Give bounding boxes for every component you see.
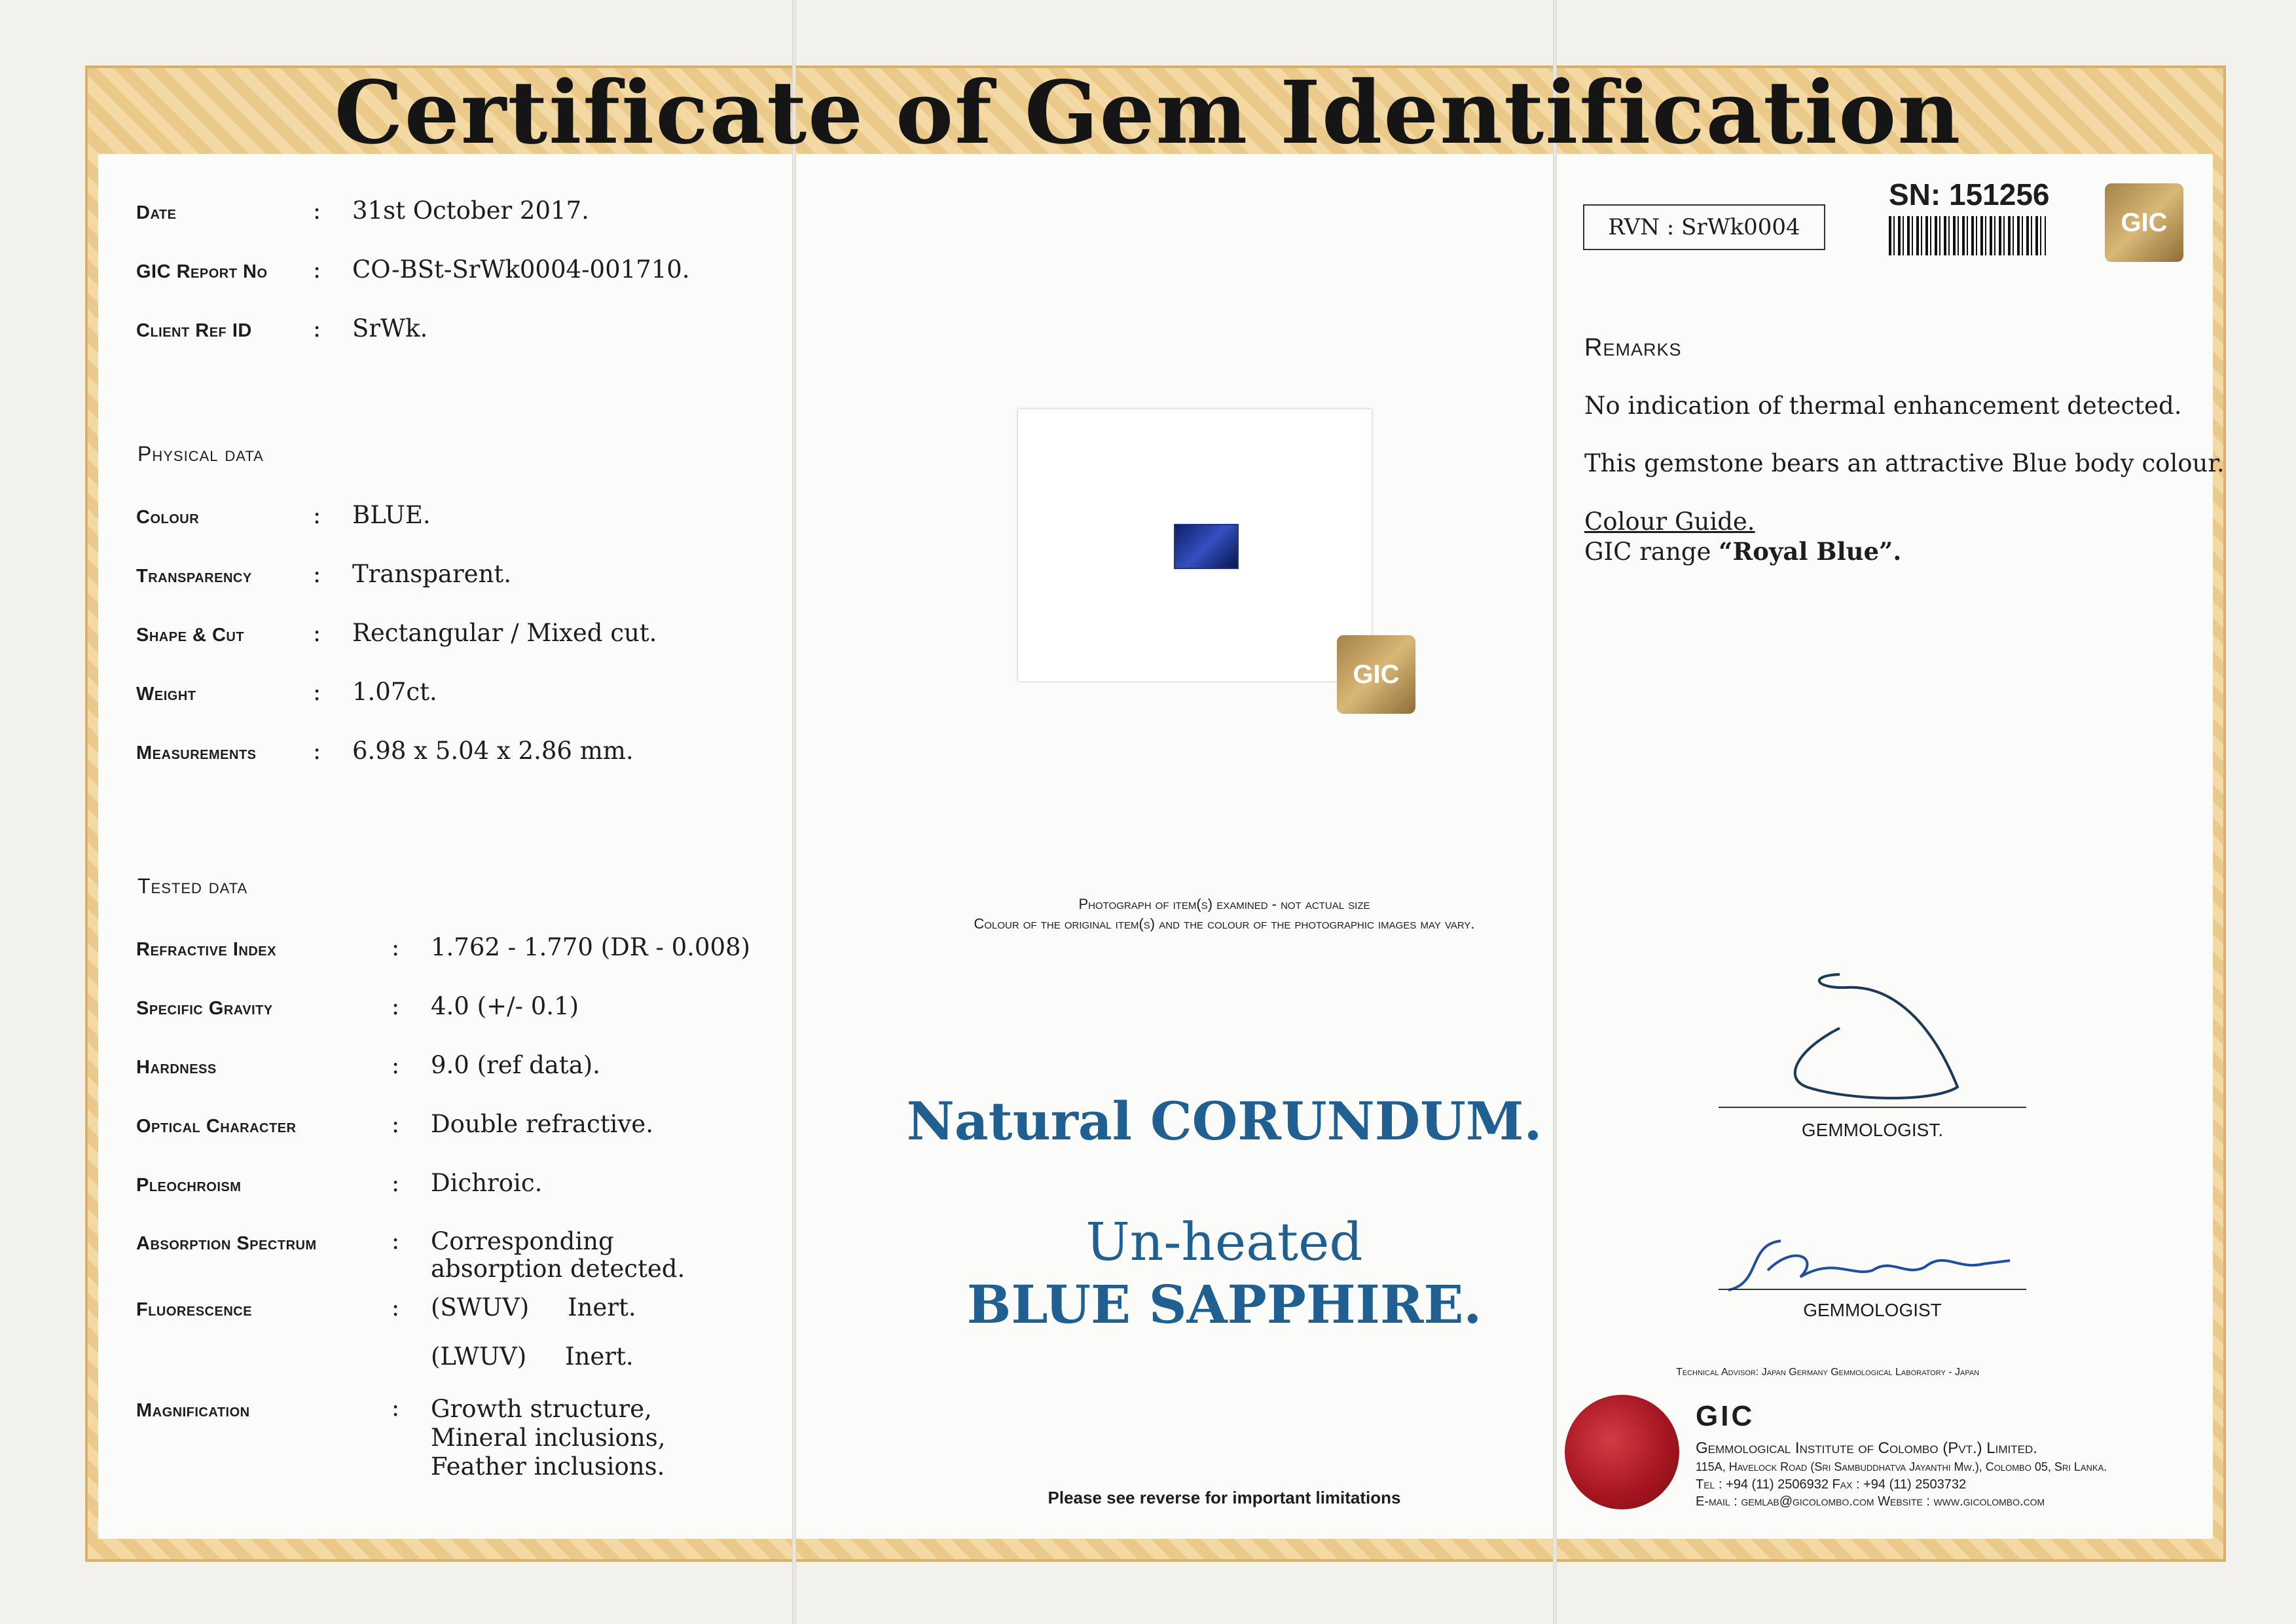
field-value: (LWUV) Inert. xyxy=(431,1342,634,1371)
gemmologist-signature-2 xyxy=(1722,1231,2023,1303)
field-label: Weight xyxy=(136,684,196,705)
gemmologist-title-2: GEMMOLOGIST xyxy=(1803,1300,1942,1320)
org-short-name: GIC xyxy=(1696,1400,1755,1432)
field-value: SrWk. xyxy=(352,314,428,342)
technical-advisor: Technical Advisor: Japan Germany Gemmological Laboratory - Japan xyxy=(1676,1367,1980,1378)
org-full-name: Gemmological Institute of Colombo (Pvt.) Limited. xyxy=(1696,1439,2037,1457)
field-value: Rectangular / Mixed cut. xyxy=(352,619,657,647)
remark-2: This gemstone bears an attractive Blue body colour. xyxy=(1584,449,2225,477)
field-value: 1.762 - 1.770 (DR - 0.008) xyxy=(431,933,750,961)
colour-guide-heading: Colour Guide. xyxy=(1584,507,1755,536)
field-value: Corresponding absorption detected. xyxy=(431,1227,685,1283)
org-phone: Tel : +94 (11) 2506932 Fax : +94 (11) 2503732 xyxy=(1696,1477,1967,1492)
barcode xyxy=(1889,216,2046,255)
field-label: Optical Character xyxy=(136,1116,297,1137)
remark-1: No indication of thermal enhancement detected. xyxy=(1584,392,2182,420)
field-optical-character: Optical Character : Double refractive. xyxy=(136,1110,653,1138)
field-fluorescence-sw: Fluorescence : (SWUV) Inert. xyxy=(136,1293,636,1321)
remarks-title: Remarks xyxy=(1584,334,1682,361)
field-value: Transparent. xyxy=(352,560,512,588)
field-label: Pleochroism xyxy=(136,1175,242,1196)
fold-line-left xyxy=(792,0,796,1624)
field-label: Refractive Index xyxy=(136,939,276,960)
field-fluorescence-lw xyxy=(136,1342,634,1382)
variety-line-2: BLUE SAPPHIRE. xyxy=(966,1274,1482,1335)
field-label: Shape & Cut xyxy=(136,625,245,646)
gemmologist-title-1: GEMMOLOGIST. xyxy=(1801,1120,1944,1140)
gic-range xyxy=(1584,537,1901,566)
field-report-no: GIC Report No : CO-BSt-SrWk0004-001710. xyxy=(136,255,690,284)
gic-range-value: “Royal Blue”. xyxy=(1719,537,1902,566)
field-value: 4.0 (+/- 0.1) xyxy=(431,992,579,1020)
gic-hologram-badge: GIC xyxy=(1337,635,1415,714)
field-label: Measurements xyxy=(136,743,257,764)
rvn-box: RVN : SrWk0004 xyxy=(1583,204,1825,250)
org-address: 115A, Havelock Road (Sri Sambuddhatva Jayanthi Mw.), Colombo 05, Sri Lanka. xyxy=(1696,1460,2107,1473)
field-transparency: Transparency : Transparent. xyxy=(136,560,512,588)
section-physical-title: Physical data xyxy=(137,442,264,466)
limitations-note: Please see reverse for important limitations xyxy=(1048,1488,1401,1507)
field-label: Specific Gravity xyxy=(136,998,273,1019)
photo-note-1: Photograph of item(s) examined - not actual size xyxy=(1078,896,1370,912)
field-date: Date : 31st October 2017. xyxy=(136,196,589,225)
field-value: 6.98 x 5.04 x 2.86 mm. xyxy=(352,737,634,765)
wax-seal xyxy=(1565,1395,1679,1509)
field-value: Double refractive. xyxy=(431,1110,653,1138)
field-colour: Colour : BLUE. xyxy=(136,501,431,529)
field-label: Colour xyxy=(136,507,200,528)
field-absorption-spectrum: Absorption Spectrum : Corresponding absorption detected. xyxy=(136,1228,738,1287)
section-tested-title: Tested data xyxy=(137,874,248,898)
field-value: Growth structure, Mineral inclusions, Feather inclusions. xyxy=(431,1395,666,1481)
gemstone-image xyxy=(1174,524,1239,569)
gic-range-prefix: GIC range xyxy=(1584,538,1719,566)
field-label: Absorption Spectrum xyxy=(136,1233,317,1254)
field-refractive-index: Refractive Index : 1.762 - 1.770 (DR - 0.008) xyxy=(136,933,750,961)
signature-line-1 xyxy=(1719,1107,2026,1108)
field-label: Fluorescence xyxy=(136,1299,253,1320)
field-label: Transparency xyxy=(136,566,252,587)
field-label: Client Ref ID xyxy=(136,320,252,341)
field-pleochroism: Pleochroism : Dichroic. xyxy=(136,1169,543,1197)
field-label: Date xyxy=(136,202,177,223)
gemmologist-signature-1 xyxy=(1768,963,1977,1113)
field-label: GIC Report No xyxy=(136,261,268,282)
signature-line-2 xyxy=(1719,1289,2026,1290)
identification-text: Natural CORUNDUM. xyxy=(906,1090,1542,1152)
field-value: 31st October 2017. xyxy=(352,196,589,225)
field-value: Dichroic. xyxy=(431,1169,543,1197)
field-label: Magnification xyxy=(136,1400,250,1421)
field-value: (SWUV) Inert. xyxy=(431,1293,636,1321)
field-value: 9.0 (ref data). xyxy=(431,1051,600,1079)
field-client-ref: Client Ref ID : SrWk. xyxy=(136,314,428,342)
certificate-title: Certificate of Gem Identification xyxy=(334,62,1962,164)
field-weight: Weight : 1.07ct. xyxy=(136,678,437,706)
field-value: BLUE. xyxy=(352,501,431,529)
field-magnification: Magnification : Growth structure, Mineral inclusions, Feather inclusions. xyxy=(136,1395,666,1481)
field-value: 1.07ct. xyxy=(352,678,437,706)
serial-number: SN: 151256 xyxy=(1889,177,2050,212)
fold-line-right xyxy=(1553,0,1557,1624)
photo-note-2: Colour of the original item(s) and the colour of the photographic images may vary. xyxy=(974,915,1475,932)
field-specific-gravity: Specific Gravity : 4.0 (+/- 0.1) xyxy=(136,992,579,1020)
gic-logo-badge: GIC xyxy=(2105,183,2183,262)
field-label: Hardness xyxy=(136,1057,217,1078)
field-measurements: Measurements : 6.98 x 5.04 x 2.86 mm. xyxy=(136,737,634,765)
variety-line-1: Un-heated xyxy=(1085,1211,1363,1272)
org-contact: E-mail : gemlab@gicolombo.com Website : www.gicolombo.com xyxy=(1696,1494,2045,1509)
field-value: CO-BSt-SrWk0004-001710. xyxy=(352,255,690,284)
field-hardness: Hardness : 9.0 (ref data). xyxy=(136,1051,600,1079)
field-shape-cut: Shape & Cut : Rectangular / Mixed cut. xyxy=(136,619,657,647)
